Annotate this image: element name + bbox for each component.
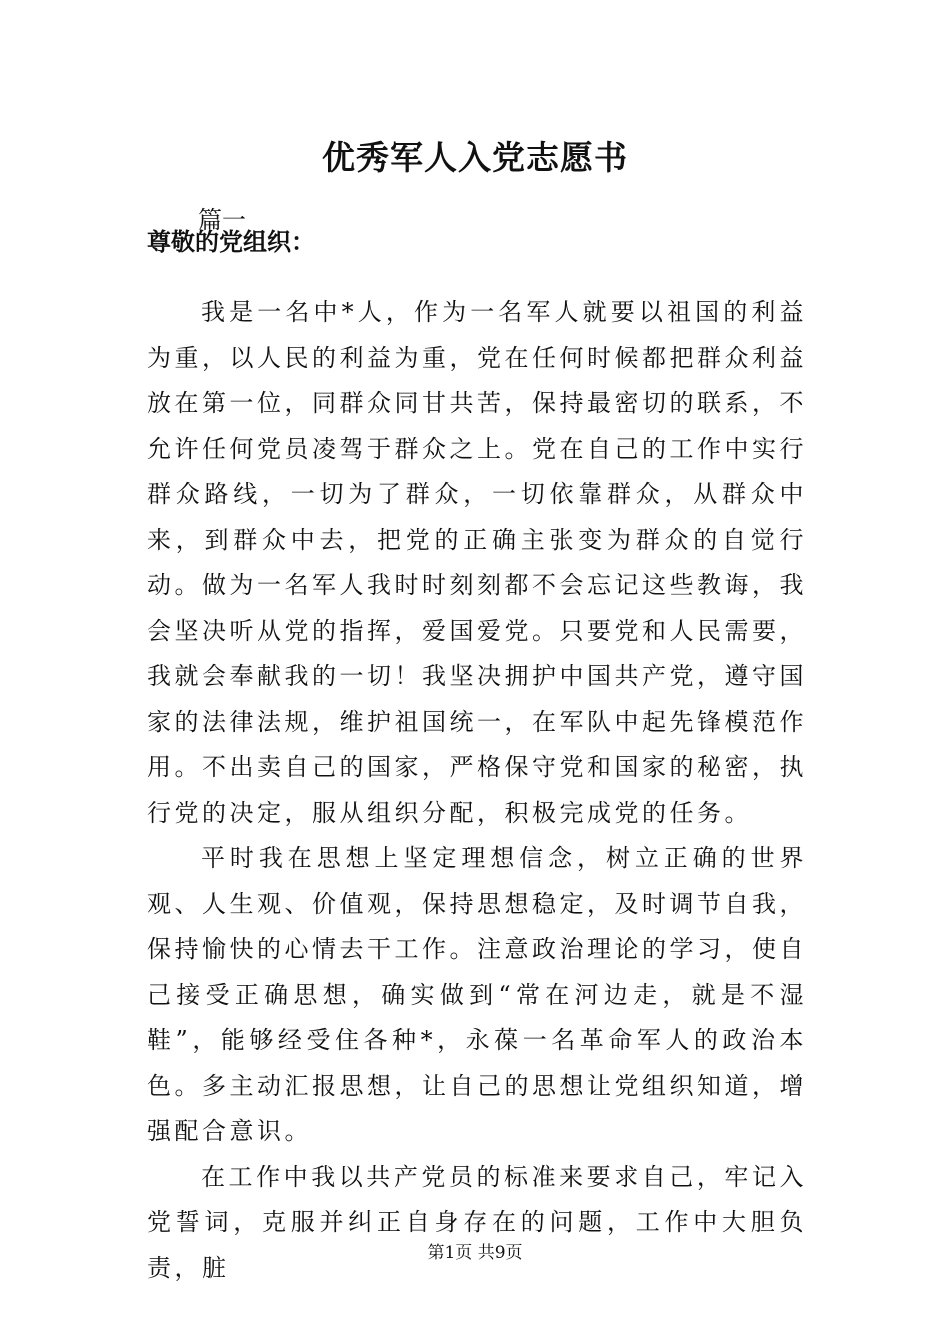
salutation: 尊敬的党组织： [147, 227, 315, 256]
page-indicator: 第1页 共9页 [427, 1243, 523, 1263]
section-label: 篇一 [198, 206, 246, 234]
paragraph: 平时我在思想上坚定理想信念，树立正确的世界观、人生观、价值观，保持思想稳定，及时调节自我，保持愉快的心情去干工作。注意政治理论的学习，使自己接受正确思想，确实做到“常在河边走，就是不湿鞋”，能够经受住各种*，永葆一名革命军人的政治本色。多主动汇报思想，让自己的思想让党组织知道，增强配合意识。 [147, 844, 807, 1145]
document-title: 优秀军人入党志愿书 [322, 138, 628, 177]
document-body [147, 290, 807, 1291]
paragraph: 在工作中我以共产党员的标准来要求自己，牢记入党誓词，克服并纠正自身存在的问题，工作中大胆负责，脏 [147, 1162, 807, 1282]
paragraph: 我是一名中*人，作为一名军人就要以祖国的利益为重，以人民的利益为重，党在任何时候都把群众利益放在第一位，同群众同甘共苦，保持最密切的联系，不允许任何党员凌驾于群众之上。党在自己的工作中实行群众路线，一切为了群众，一切依靠群众，从群众中来，到群众中去，把党的正确主张变为群众的自觉行动。做为一名军人我时时刻刻都不会忘记这些教诲，我会坚决听从党的指挥，爱国爱党。只要党和人民需要，我就会奉献我的一切！我坚决拥护中国共产党，遵守国家的法律法规，维护祖国统一，在军队中起先锋模范作用。不出卖自己的国家，严格保守党和国家的秘密，执行党的决定，服从组织分配，积极完成党的任务。 [147, 298, 807, 827]
